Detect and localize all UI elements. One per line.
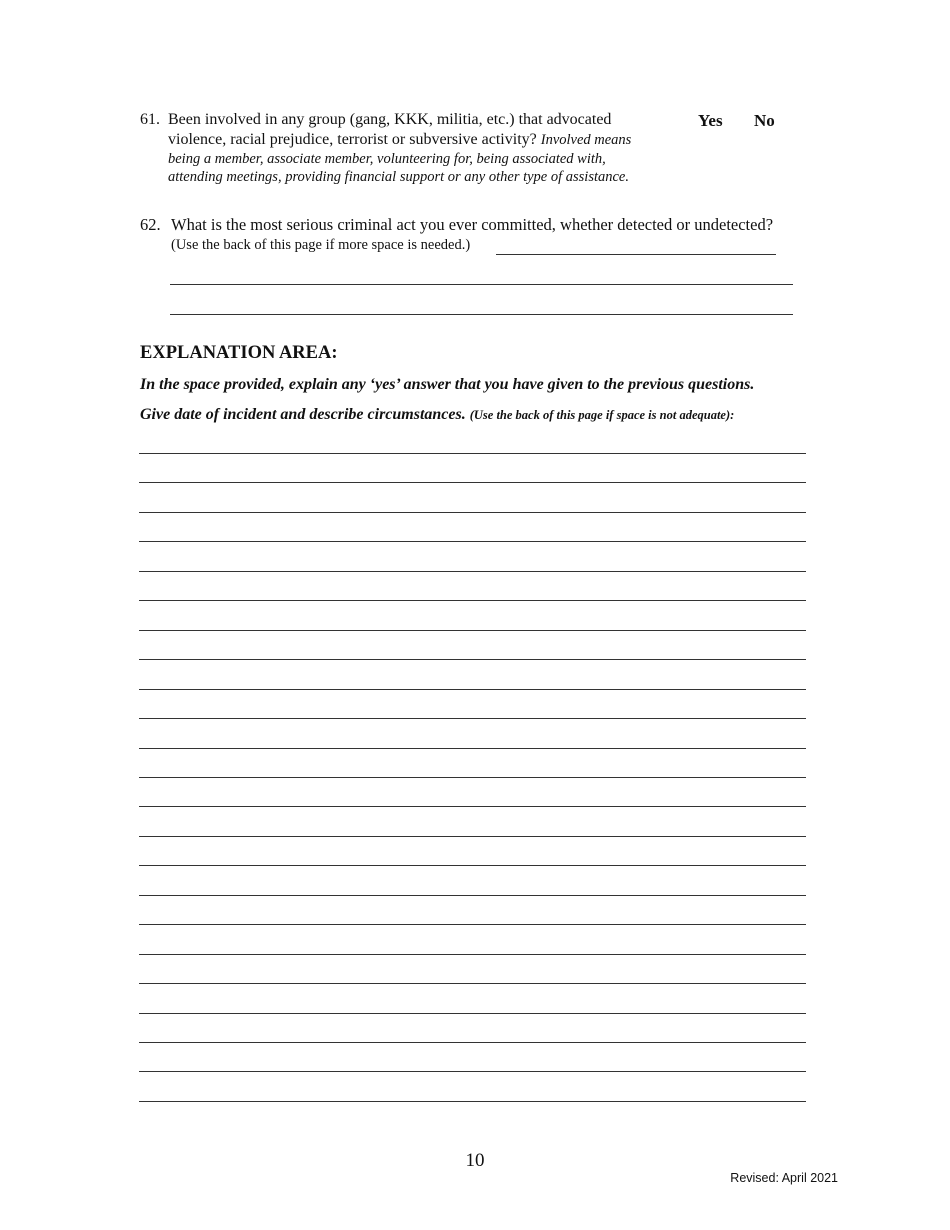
explanation-line[interactable]	[139, 836, 806, 837]
q62-hint: (Use the back of this page if more space is needed.)	[171, 237, 471, 253]
explanation-line[interactable]	[139, 895, 806, 896]
explanation-line[interactable]	[139, 806, 806, 807]
explanation-line[interactable]	[139, 954, 806, 955]
explanation-title: EXPLANATION AREA:	[140, 343, 338, 363]
explanation-line[interactable]	[139, 718, 806, 719]
q62-answer-line-3[interactable]	[170, 314, 793, 315]
explanation-line[interactable]	[139, 689, 806, 690]
q62-answer-line-1[interactable]	[496, 254, 776, 255]
explanation-line[interactable]	[139, 1013, 806, 1014]
revised-date: Revised: April 2021	[730, 1171, 838, 1185]
q62-answer-line-2[interactable]	[170, 284, 793, 285]
q61-note-line2: being a member, associate member, volunteering for, being associated with,	[168, 151, 606, 167]
explanation-instruction-note: (Use the back of this page if space is not adequate):	[469, 408, 735, 422]
explanation-line[interactable]	[139, 1071, 806, 1072]
q61-yes-option[interactable]: Yes	[698, 111, 723, 130]
q62-text: What is the most serious criminal act you ever committed, whether detected or undetected?	[171, 215, 774, 234]
explanation-instruction-2-main: Give date of incident and describe circumstances.	[140, 406, 466, 423]
explanation-line[interactable]	[139, 748, 806, 749]
explanation-line[interactable]	[139, 512, 806, 513]
q61-text-line1: Been involved in any group (gang, KKK, militia, etc.) that advocated	[168, 111, 612, 128]
q61-text-line2	[168, 131, 631, 149]
explanation-line[interactable]	[139, 482, 806, 483]
q62-number: 62.	[140, 215, 161, 234]
explanation-instruction-2	[140, 406, 734, 424]
explanation-line[interactable]	[139, 777, 806, 778]
q61-text-line2-main: violence, racial prejudice, terrorist or subversive activity?	[168, 131, 537, 148]
q61-note-start: Involved means	[540, 132, 632, 148]
explanation-instruction-1: In the space provided, explain any ‘yes’ answer that you have given to the previous questions.	[140, 376, 755, 393]
page-number: 10	[465, 1150, 485, 1171]
explanation-line[interactable]	[139, 1101, 806, 1102]
explanation-line[interactable]	[139, 630, 806, 631]
explanation-line[interactable]	[139, 659, 806, 660]
explanation-line[interactable]	[139, 571, 806, 572]
q61-no-option[interactable]: No	[754, 111, 775, 130]
q61-note-line3: attending meetings, providing financial support or any other type of assistance.	[168, 169, 629, 185]
explanation-line[interactable]	[139, 924, 806, 925]
q61-number: 61.	[140, 111, 160, 128]
explanation-line[interactable]	[139, 600, 806, 601]
explanation-line[interactable]	[139, 541, 806, 542]
explanation-line[interactable]	[139, 983, 806, 984]
explanation-line[interactable]	[139, 453, 806, 454]
explanation-line[interactable]	[139, 1042, 806, 1043]
explanation-line[interactable]	[139, 865, 806, 866]
